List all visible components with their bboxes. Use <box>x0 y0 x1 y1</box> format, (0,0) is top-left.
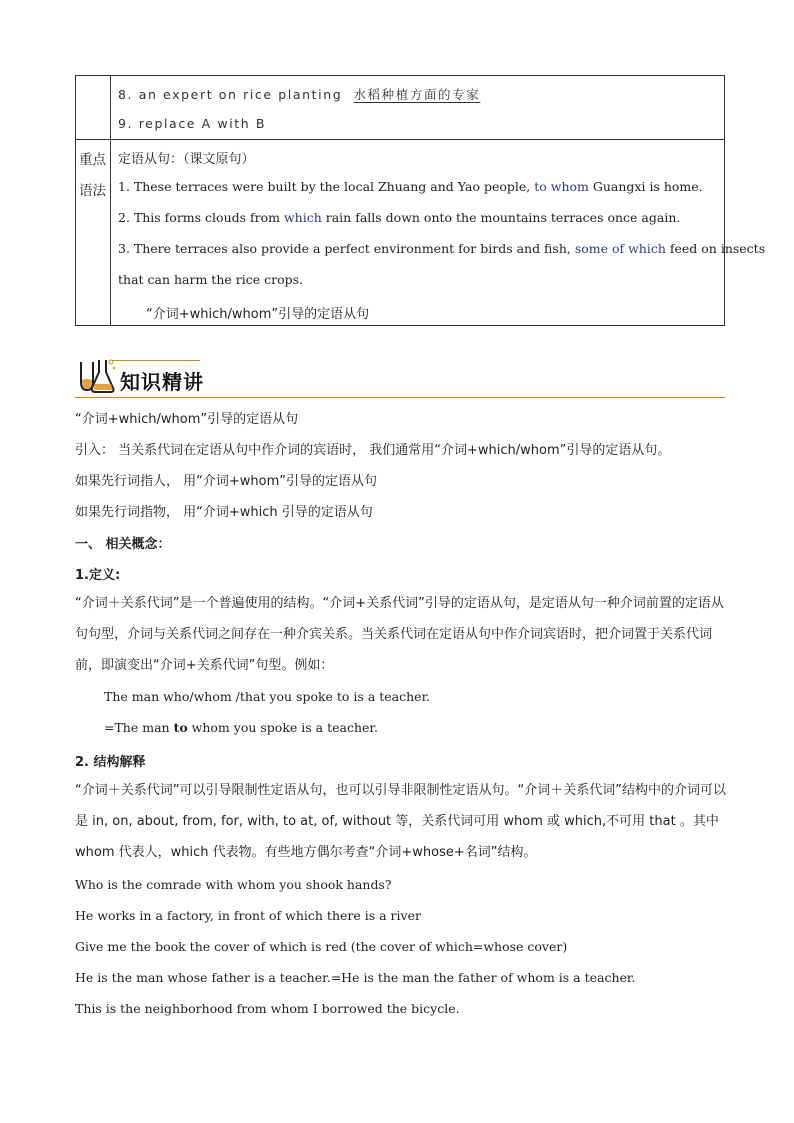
grammar-example-1: 1. These terraces were built by the local Zhuang and Yao people, to whom Guangxi is home. <box>118 179 703 194</box>
section-title: 知识精讲 <box>120 370 204 394</box>
subheading-definition: 1.定义: <box>75 568 121 583</box>
vocab-row-8: 8. an expert on rice planting 水稻种植方面的专家 <box>118 87 481 102</box>
structure-paragraph: “介词＋关系代词”可以引导限制性定语从句，也可以引导非限制性定语从句。“介词＋关系代词”结构中的介词可以是 in, on, about, from, for, with, to at, of, without 等，关系代词可用 whom 或 which,不可用 that 。其中 whom 代表人，which 代表物。有些地方偶尔考查“介词+whose+名词”结构。 <box>75 783 726 860</box>
thing-rule: 如果先行词指物， 用“介词+which 引导的定语从句 <box>75 505 373 520</box>
grammar-example-2: 2. This forms clouds from which rain falls down onto the mountains terraces once again. <box>118 210 681 225</box>
grammar-summary: “介词+which/whom”引导的定语从句 <box>146 307 370 322</box>
sentence-3: Give me the book the cover of which is red (the cover of which=whose cover) <box>75 939 568 954</box>
vocab-row-8-translation: 水稻种植方面的专家 <box>353 87 481 102</box>
sentence-5: This is the neighborhood from whom I borrowed the bicycle. <box>75 1001 460 1016</box>
topic-line: “介词+which/whom”引导的定语从句 <box>75 412 299 427</box>
intro-line: 引入： 当关系代词在定语从句中作介词的宾语时， 我们通常用“介词+which/whom”引导的定语从句。 <box>75 443 671 458</box>
heading-related-concepts: 一、 相关概念： <box>75 537 171 552</box>
lab-flask-icon <box>75 356 117 396</box>
example-a: The man who/whom /that you spoke to is a teacher. <box>104 689 431 704</box>
section-header-accent <box>112 360 200 361</box>
grammar-label-line-1: 重点 <box>79 152 106 168</box>
vocab-grammar-table <box>75 75 766 326</box>
section-divider <box>75 397 725 398</box>
definition-paragraph: “介词＋关系代词”是一个普遍使用的结构。“介词+关系代词”引导的定语从句，是定语从句一种介词前置的定语从句句型，介词与关系代词之间存在一种介宾关系。当关系代词在定语从句中作介词宾语时，把介词置于关系代词前，即演变出“介词+关系代词”句型。例如： <box>75 596 724 673</box>
grammar-heading: 定语从句：（课文原句） <box>118 152 255 167</box>
grammar-example-3: 3. There terraces also provide a perfect environment for birds and fish, some of which feed on insects <box>118 241 766 256</box>
example-b: =The man to whom you spoke is a teacher. <box>104 720 378 735</box>
person-rule: 如果先行词指人， 用“介词+whom”引导的定语从句 <box>75 474 377 489</box>
vocab-row-9: 9. replace A with B <box>118 116 267 131</box>
subheading-structure: 2. 结构解释 <box>75 755 146 770</box>
sentence-1: Who is the comrade with whom you shook hands? <box>75 877 392 892</box>
grammar-label-line-2: 语法 <box>79 183 106 199</box>
grammar-example-3-continued: that can harm the rice crops. <box>118 272 303 287</box>
table-row-divider <box>76 139 724 140</box>
sentence-4: He is the man whose father is a teacher.=He is the man the father of whom is a teacher. <box>75 970 636 985</box>
table-column-divider <box>110 76 111 325</box>
sentence-2: He works in a factory, in front of which there is a river <box>75 908 421 923</box>
